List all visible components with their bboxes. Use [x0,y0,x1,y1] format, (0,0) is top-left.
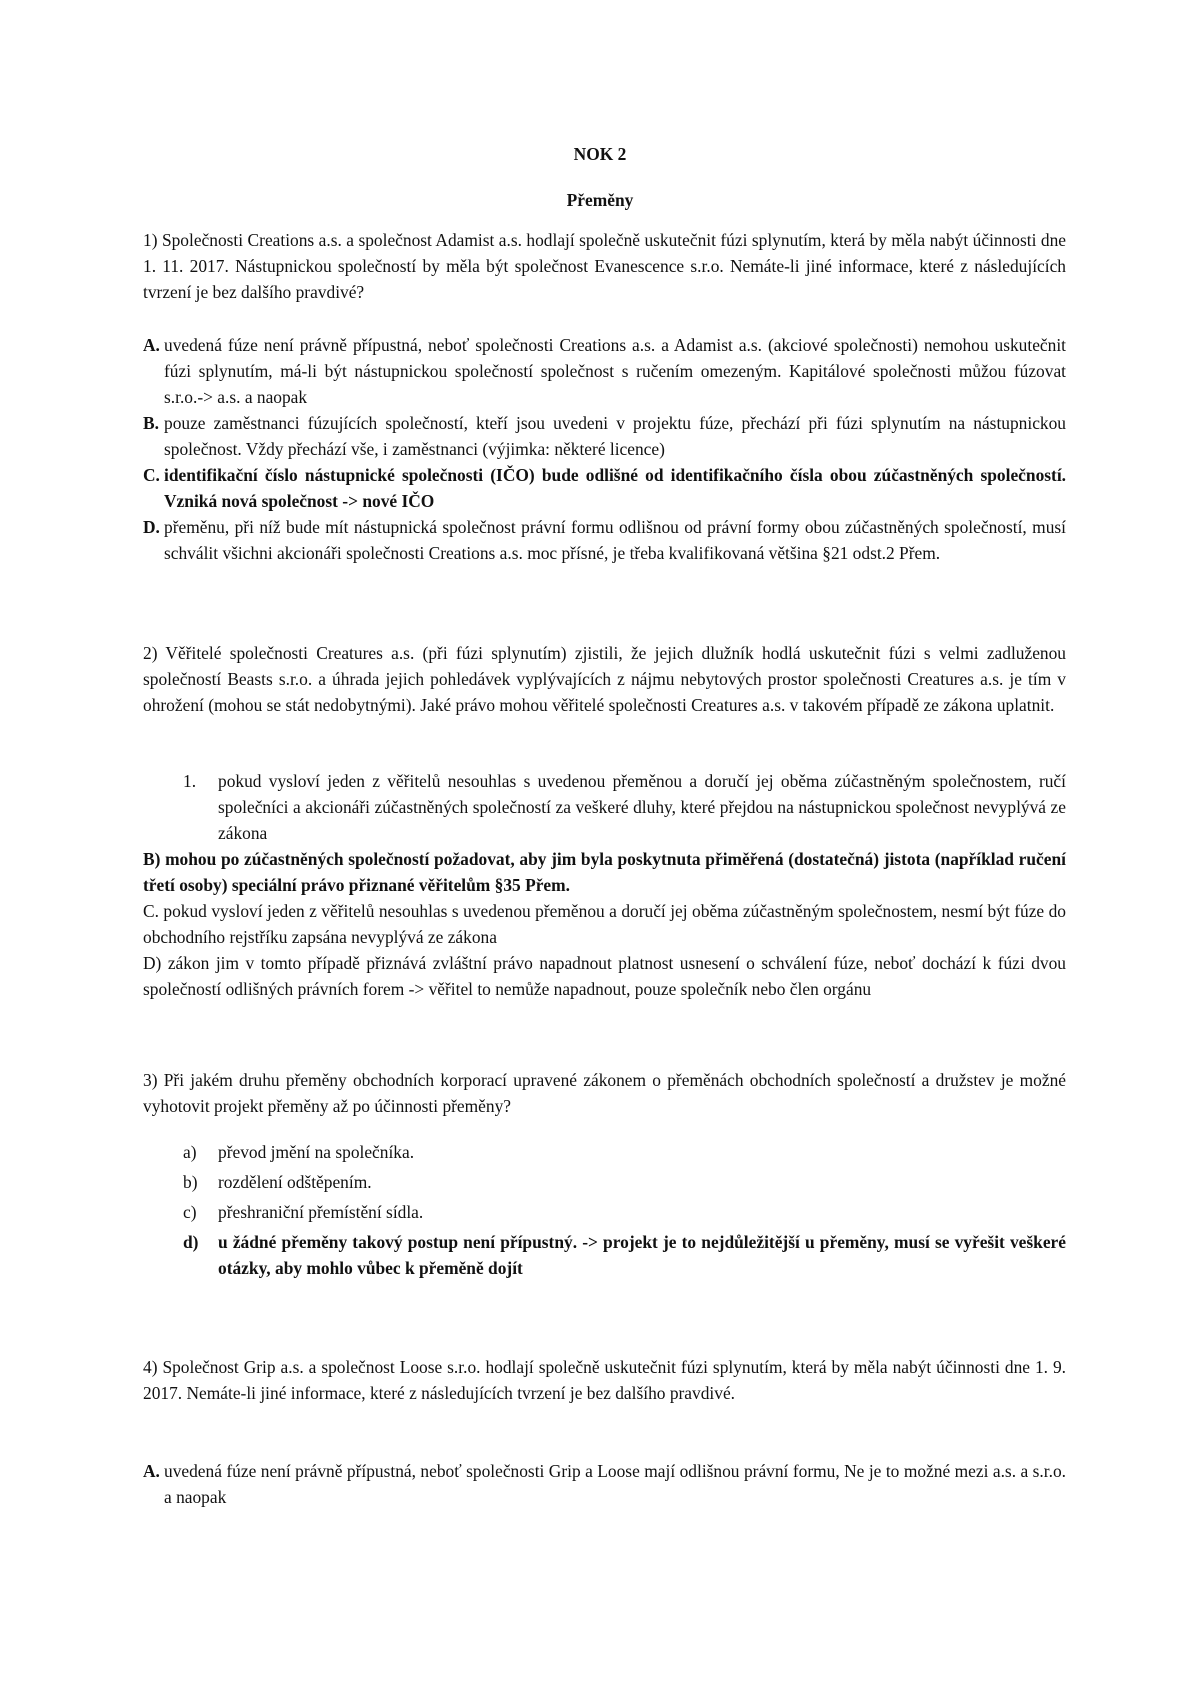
question-1-option-d [143,514,1066,566]
question-2-text: 2) Věřitelé společnosti Creatures a.s. (při fúzi splynutím) zjistili, že jejich dlužník hodlá uskutečnit fúzi s velmi zadluženou společností Beasts s.r.o. a úhrada jejich pohledávek vyplývajících z nájmu nebytových prostor společnosti Creatures a.s. je tím v ohrožení (mohou se stát nedobytnými). Jaké právo mohou věřitelé společnosti Creatures a.s. v takovém případě ze zákona uplatnit. [143,643,1066,715]
question-3-text: 3) Při jakém druhu přeměny obchodních korporací upravené zákonem o přeměnách obchodních společností a družstev je možné vyhotovit projekt přeměny až po účinnosti přeměny? [143,1070,1066,1116]
question-3-option-b [143,1169,1066,1195]
option-text: rozdělení odštěpením. [218,1172,372,1192]
option-key: d) [183,1232,199,1252]
option-text: u žádné přeměny takový postup není přípustný. -> projekt je to nejdůležitější u přeměny, musí se vyřešit veškeré otázky, aby mohlo vůbec k přeměně dojít [218,1232,1066,1278]
option-key: a) [183,1142,197,1162]
option-key: B. [143,413,159,433]
question-3-options [143,1139,1066,1285]
question-1 [143,227,1066,305]
question-2-option-c: C. pokud vysloví jeden z věřitelů nesouhlas s uvedenou přeměnou a doručí jej oběma zúčastněným společnostem, nesmí být fúze do obchodního rejstříku zapsána nevyplývá ze zákona [143,901,1066,947]
option-text: převod jmění na společníka. [218,1142,415,1162]
question-3-option-c [143,1199,1066,1225]
question-1-option-a [143,332,1066,410]
option-key: 1. [183,771,197,791]
option-key: A. [143,335,160,355]
option-text: přeshraniční přemístění sídla. [218,1202,424,1222]
option-text: uvedená fúze není právně přípustná, neboť společnosti Grip a Loose mají odlišnou právní formu, Ne je to možné mezi a.s. a s.r.o. a naopak [164,1461,1066,1507]
question-3-option-a [143,1139,1066,1165]
question-2-option-1 [143,768,1066,846]
question-2-option-d: D) zákon jim v tomto případě přiznává zvláštní právo napadnout platnost usnesení o schválení fúze, neboť dochází k fúzi dvou společností odlišných právních forem -> věřitel to nemůže napadnout, pouze společník nebo člen orgánu [143,953,1066,999]
question-4 [143,1354,1066,1406]
question-3 [143,1067,1066,1119]
question-1-option-c [143,462,1066,514]
option-key: D. [143,517,160,537]
question-3-option-d [143,1229,1066,1281]
question-4-text: 4) Společnost Grip a.s. a společnost Loose s.r.o. hodlají společně uskutečnit fúzi splynutím, která by měla nabýt účinnosti dne 1. 9. 2017. Nemáte-li jiné informace, které z následujících tvrzení je bez dalšího pravdivé. [143,1357,1066,1403]
question-2-options [143,768,1066,1002]
option-key: A. [143,1461,160,1481]
option-text: pouze zaměstnanci fúzujících společností, kteří jsou uvedeni v projektu fúze, přechází při fúzi splynutím na nástupnickou společnost. Vždy přechází vše, i zaměstnanci (výjimka: některé licence) [164,413,1066,459]
option-key: c) [183,1202,197,1222]
question-4-options [143,1458,1066,1510]
question-2 [143,640,1066,718]
option-text: přeměnu, při níž bude mít nástupnická společnost právní formu odlišnou od právní formy obou zúčastněných společností, musí schválit všichni akcionáři společnosti Creations a.s. moc přísné, je třeba kvalifikovaná většina §21 odst.2 Přem. [164,517,1066,563]
page-title: NOK 2 [573,144,627,164]
page-subtitle: Přeměny [566,190,634,210]
question-1-option-b [143,410,1066,462]
option-text: pokud vysloví jeden z věřitelů nesouhlas s uvedenou přeměnou a doručí jej oběma zúčastněným společnostem, ručí společníci a akcionáři zúčastněných společností za veškeré dluhy, které přejdou na nástupnickou společnost nevyplývá ze zákona [218,771,1066,843]
question-4-option-a [143,1458,1066,1510]
question-1-text: 1) Společnosti Creations a.s. a společnost Adamist a.s. hodlají společně uskutečnit fúzi splynutím, která by měla nabýt účinnosti dne 1. 11. 2017. Nástupnickou společností by měla být společnost Evanescence s.r.o. Nemáte-li jiné informace, které z následujících tvrzení je bez dalšího pravdivé? [143,230,1066,302]
question-1-options [143,332,1066,566]
option-key: b) [183,1172,198,1192]
option-text: identifikační číslo nástupnické společnosti (IČO) bude odlišné od identifikačního čísla obou zúčastněných společností. Vzniká nová společnost -> nové IČO [164,465,1066,511]
option-key: C. [143,465,160,485]
question-2-option-b: B) mohou po zúčastněných společností požadovat, aby jim byla poskytnuta přiměřená (dostatečná) jistota (například ručení třetí osoby) speciální právo přiznané věřitelům §35 Přem. [143,849,1066,895]
option-text: uvedená fúze není právně přípustná, neboť společnosti Creations a.s. a Adamist a.s. (akciové společnosti) nemohou uskutečnit fúzi splynutím, má-li být nástupnickou společností společnost s ručením omezeným. Kapitálové společnosti můžou fúzovat s.r.o.-> a.s. a naopak [164,335,1066,407]
